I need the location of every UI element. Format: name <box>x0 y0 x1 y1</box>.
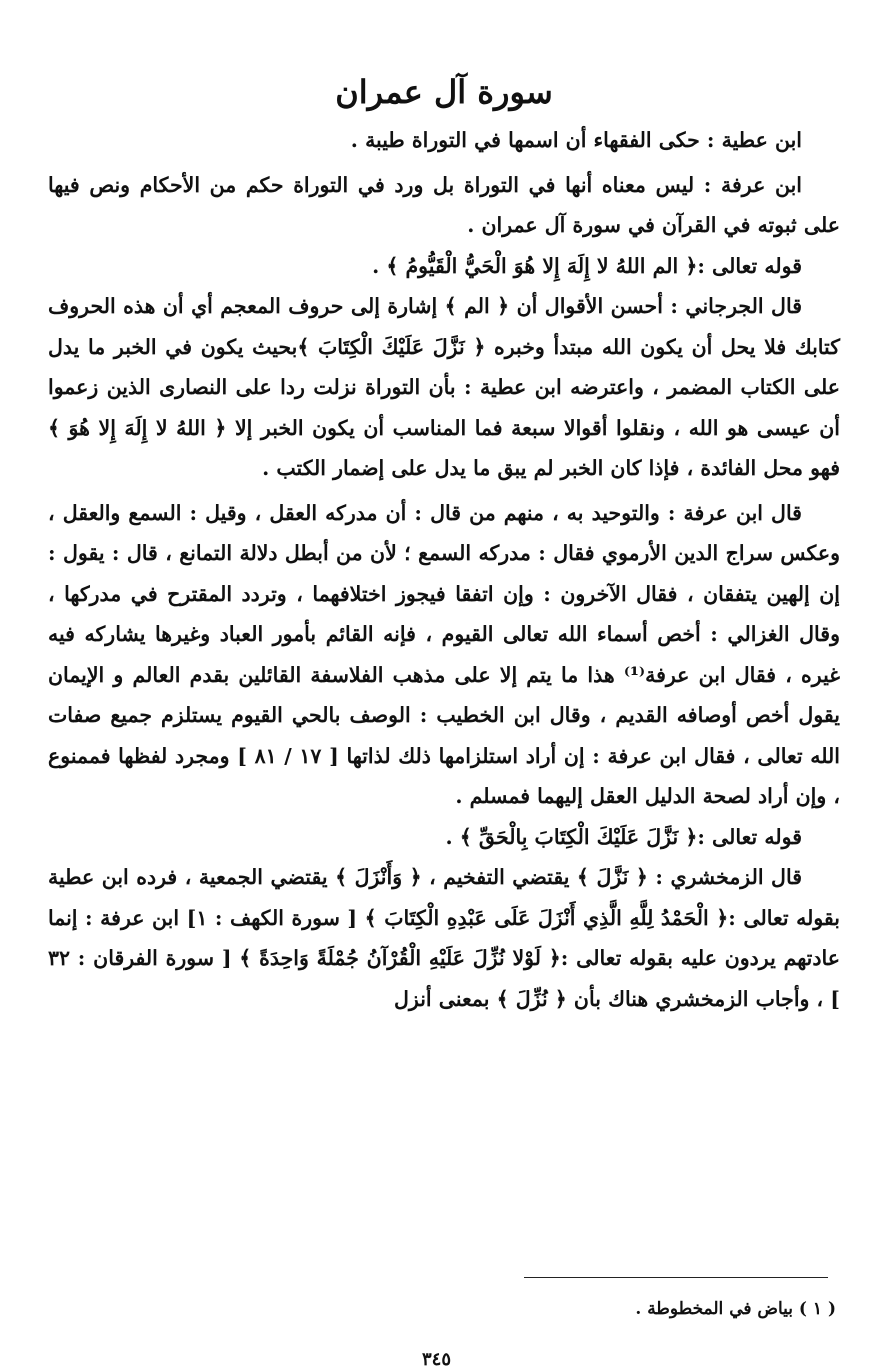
paragraph-jurjani: قال الجرجاني : أحسن الأقوال أن ﴿ الم ﴾ إشارة إلى حروف المعجم أي أن هذه الحروف كتابك فلا يحل أن يكون الله مبتدأ وخبره ﴿ نَزَّلَ عَلَيْكَ الْكِتَابَ ﴾بحيث يكون في الخبر ما يدل على الكتاب المضمر ، واعترضه ابن عطية : بأن التوراة نزلت ردا على النصارى الذين زعموا أن عيسى هو الله ، ونقلوا أقوالا سبعة فما المناسب أن يكون الخبر إلا ﴿ اللهُ لا إِلَهَ إِلا هُوَ ﴾ فهو محل الفائدة ، فإذا كان الخبر لم يبق ما يدل على إضمار الكتب . <box>48 294 840 480</box>
footnote-divider <box>524 1277 828 1278</box>
paragraph-verse-alif-lam-mim: قوله تعالى :﴿ الم اللهُ لا إِلَهَ إِلا هُوَ الْحَيُّ الْقَيُّومُ ﴾ . <box>372 253 802 278</box>
paragraph-verse-nazzala: قوله تعالى :﴿ نَزَّلَ عَلَيْكَ الْكِتَابَ بِالْحَقِّ ﴾ . <box>445 824 802 849</box>
page-body <box>48 70 840 1019</box>
paragraph-ibn-atiyya-name: ابن عطية : حكى الفقهاء أن اسمها في التوراة طيبة . <box>350 128 802 152</box>
page-title: سورة آل عمران <box>335 73 553 111</box>
page-number: ٣٤٥ <box>421 1349 451 1370</box>
footnote: ( ١ ) بياض في المخطوطة . <box>635 1299 836 1319</box>
paragraph-ibn-arafa-torah: ابن عرفة : ليس معناه أنها في التوراة بل ورد في التوراة حكم من الأحكام ونص فيها على ثبوته في القرآن في سورة آل عمران . <box>48 172 840 237</box>
main-text <box>48 120 840 1019</box>
paragraph-ibn-arafa-tawhid: قال ابن عرفة : والتوحيد به ، منهم من قال : أن مدركه العقل ، وقيل : السمع والعقل ، وعكس سراج الدين الأرموي فقال : مدركه السمع ؛ لأن من أبطل دلالة التمانع ، قال : يقول : إن إلهين يتفقان ، فقال الآخرون : وإن اتفقا فيجوز اختلافهما ، وتردد المقترح في مدركها ، وقال الغزالي : أخص أسماء الله تعالى القيوم ، فإنه القائم بأمور العباد وغيرها يشاركه فيه غيره ، فقال ابن عرفة⁽¹⁾ هذا ما يتم إلا على مذهب الفلاسفة القائلين بقدم العالم و الإيمان يقول أخص أوصافه القديم ، وقال ابن الخطيب : الوصف بالحي القيوم يستلزم جميع صفات الله تعالى ، فقال ابن عرفة : إن أراد استلزامها ذلك لذاتها [ ١٧ / ٨١ ] ومجرد لفظها فممنوع ، وإن أراد لصحة الدليل العقل إليهما فمسلم . <box>48 500 840 808</box>
paragraph-zamakhshari: قال الزمخشري : ﴿ نَزَّلَ ﴾ يقتضي التفخيم ، ﴿ وَأَنْزَلَ ﴾ يقتضي الجمعية ، فرده ابن عطية بقوله تعالى :﴿ الْحَمْدُ لِلَّهِ الَّذِي أَنْزَلَ عَلَى عَبْدِهِ الْكِتَابَ ﴾ [ سورة الكهف : ١] ابن عرفة : إنما عادتهم يردون عليه بقوله تعالى :﴿ لَوْلا نُزِّلَ عَلَيْهِ الْقُرْآنُ جُمْلَةً وَاحِدَةً ﴾ [ سورة الفرقان : ٣٢ ] ، وأجاب الزمخشري هناك بأن ﴿ نُزِّلَ ﴾ بمعنى أنزل <box>48 865 841 1011</box>
